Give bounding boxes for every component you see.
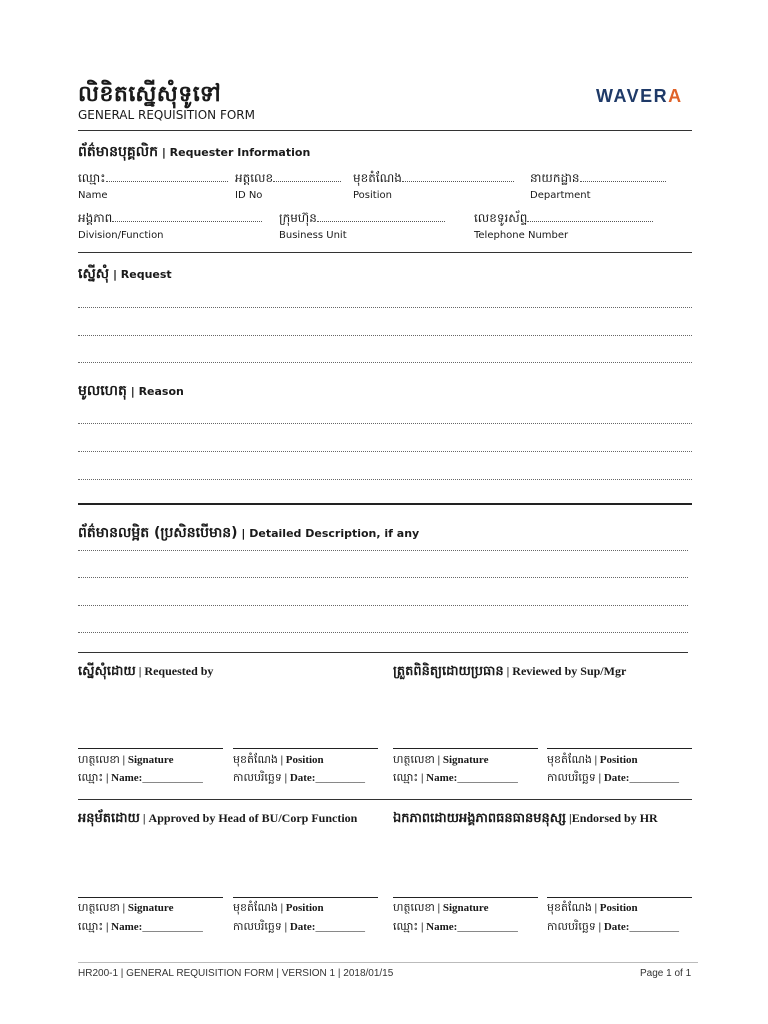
requested-date-label-kh: កាលបរិច្ឆេទ <box>233 771 282 784</box>
approved-position-label <box>233 901 324 917</box>
endorsed-name-label-en: | Name: <box>421 921 458 933</box>
reviewed-by-kh: ត្រួតពិនិត្យដោយប្រធាន <box>393 664 504 679</box>
requested-signature-label-kh: ហត្ថលេខា <box>78 753 120 766</box>
division-field-label-kh: អង្គភាព <box>78 211 113 225</box>
business-unit-field-label-kh: ក្រុមហ៊ុន <box>279 211 317 225</box>
requested-position-label <box>233 753 324 769</box>
approved-name-field[interactable] <box>78 920 203 936</box>
reviewed-signature-line[interactable] <box>393 748 538 749</box>
telephone-field[interactable] <box>474 210 653 228</box>
requested-name-label-en: | Name: <box>106 772 143 784</box>
reason-section-heading <box>78 381 184 402</box>
division-field-line[interactable] <box>112 211 262 222</box>
footer-page-number: Page 1 of 1 <box>640 968 692 979</box>
endorsed-date-label-en: | Date: <box>598 921 630 933</box>
id-no-field[interactable] <box>235 170 341 188</box>
reviewed-signature-label-en: | Signature <box>437 754 489 766</box>
position-field-line[interactable] <box>402 171 514 182</box>
detail-section-heading <box>78 523 419 544</box>
reviewed-name-field[interactable] <box>393 771 518 787</box>
detail-line-3[interactable] <box>78 605 688 606</box>
endorsed-by-kh: ឯកភាពដោយអង្គភាពធនធានមនុស្ស <box>393 811 567 826</box>
reviewed-date-field[interactable] <box>547 771 679 787</box>
id-no-field-label-en: ID No <box>235 190 263 201</box>
approved-date-field[interactable] <box>233 920 365 936</box>
requested-signature-label <box>78 753 173 769</box>
reviewed-signature-label-kh: ហត្ថលេខា <box>393 753 435 766</box>
telephone-field-line[interactable] <box>527 211 653 222</box>
requester-heading-en: | Requester Information <box>161 146 311 159</box>
requested-name-field[interactable] <box>78 771 203 787</box>
approved-signature-label-en: | Signature <box>122 902 174 914</box>
requested-position-label-kh: មុខតំណែង <box>233 753 278 766</box>
endorsed-position-label-kh: មុខតំណែង <box>547 901 592 914</box>
requested-signature-label-en: | Signature <box>122 754 174 766</box>
footer-divider <box>78 962 698 963</box>
signature-divider <box>78 799 692 800</box>
form-title-english: GENERAL REQUISITION FORM <box>78 108 255 122</box>
request-line-3[interactable] <box>78 362 692 363</box>
reviewed-date-label-en: | Date: <box>598 772 630 784</box>
logo-accent: A <box>668 86 683 106</box>
endorsed-date-field[interactable] <box>547 920 679 936</box>
business-unit-field[interactable] <box>279 210 445 228</box>
endorsed-position-line[interactable] <box>547 897 692 898</box>
position-field-label-en: Position <box>353 190 392 201</box>
requested-name-label-kh: ឈ្មោះ <box>78 771 104 784</box>
approved-by-heading <box>78 810 357 829</box>
reviewed-position-label-en: | Position <box>594 754 638 766</box>
approved-date-label-kh: កាលបរិច្ឆេទ <box>233 920 282 933</box>
requested-date-field[interactable] <box>233 771 365 787</box>
request-line-2[interactable] <box>78 335 692 336</box>
approved-position-label-en: | Position <box>280 902 324 914</box>
department-field-label-kh: នាយកដ្ឋាន <box>530 171 580 185</box>
endorsed-name-field[interactable] <box>393 920 518 936</box>
requested-by-en: | Requested by <box>138 664 214 678</box>
requested-date-label-en: | Date: <box>284 772 316 784</box>
approved-signature-label-kh: ហត្ថលេខា <box>78 901 120 914</box>
approved-position-label-kh: មុខតំណែង <box>233 901 278 914</box>
name-field-label-en: Name <box>78 190 108 201</box>
requested-position-label-en: | Position <box>280 754 324 766</box>
reviewed-by-heading <box>393 663 626 682</box>
position-field[interactable] <box>353 170 514 188</box>
reviewed-position-label-kh: មុខតំណែង <box>547 753 592 766</box>
approved-name-label-en: | Name: <box>106 921 143 933</box>
endorsed-position-label-en: | Position <box>594 902 638 914</box>
reviewed-date-blank[interactable]: _________ <box>629 772 679 784</box>
requester-heading-kh: ព័ត៌មានបុគ្គលិក <box>78 144 158 160</box>
requester-section-heading <box>78 142 310 163</box>
approved-signature-label <box>78 901 173 917</box>
requester-divider <box>78 252 692 253</box>
reviewed-name-label-kh: ឈ្មោះ <box>393 771 419 784</box>
endorsed-position-label <box>547 901 638 917</box>
detail-line-2[interactable] <box>78 577 688 578</box>
reason-line-3[interactable] <box>78 479 692 480</box>
requested-signature-line[interactable] <box>78 748 223 749</box>
approved-by-en: | Approved by Head of BU/Corp Function <box>142 811 358 825</box>
reviewed-position-line[interactable] <box>547 748 692 749</box>
endorsed-signature-label-en: | Signature <box>437 902 489 914</box>
business-unit-field-label-en: Business Unit <box>279 230 347 241</box>
endorsed-name-label-kh: ឈ្មោះ <box>393 920 419 933</box>
reviewed-name-label-en: | Name: <box>421 772 458 784</box>
request-heading-kh: ស្នើសុំ <box>78 266 110 282</box>
position-field-label-kh: មុខតំណែង <box>353 171 402 185</box>
header-divider <box>78 130 692 131</box>
endorsed-by-en: |Endorsed by HR <box>569 811 658 825</box>
section-divider <box>78 503 692 505</box>
reason-line-1[interactable] <box>78 423 692 424</box>
department-field-label-en: Department <box>530 190 591 201</box>
endorsed-signature-line[interactable] <box>393 897 538 898</box>
requested-name-blank[interactable]: ___________ <box>142 772 203 784</box>
logo-text: WAVER <box>596 86 669 106</box>
endorsed-date-label-kh: កាលបរិច្ឆេទ <box>547 920 596 933</box>
request-heading-en: | Request <box>112 268 172 281</box>
approved-date-label-en: | Date: <box>284 921 316 933</box>
endorsed-signature-label-kh: ហត្ថលេខា <box>393 901 435 914</box>
endorsed-name-blank[interactable]: ___________ <box>457 921 518 933</box>
detail-line-1[interactable] <box>78 550 688 551</box>
approved-name-label-kh: ឈ្មោះ <box>78 920 104 933</box>
name-field[interactable] <box>78 170 228 188</box>
division-field-label-en: Division/Function <box>78 230 164 241</box>
endorsed-by-heading <box>393 810 658 829</box>
id-no-field-line[interactable] <box>273 171 341 182</box>
telephone-field-label-en: Telephone Number <box>474 230 569 241</box>
telephone-field-label-kh: លេខទូរស័ព្ទ <box>474 211 528 225</box>
reviewed-date-label-kh: កាលបរិច្ឆេទ <box>547 771 596 784</box>
reason-line-2[interactable] <box>78 451 692 452</box>
requested-position-line[interactable] <box>233 748 378 749</box>
reason-heading-en: | Reason <box>130 385 184 398</box>
department-field[interactable] <box>530 170 666 188</box>
approved-position-line[interactable] <box>233 897 378 898</box>
name-field-line[interactable] <box>106 171 228 182</box>
name-field-label-kh: ឈ្មោះ <box>78 171 106 185</box>
request-line-1[interactable] <box>78 307 692 308</box>
reviewed-name-blank[interactable]: ___________ <box>457 772 518 784</box>
requested-by-heading <box>78 663 213 682</box>
approved-signature-line[interactable] <box>78 897 223 898</box>
detail-heading-en: | Detailed Description, if any <box>241 527 420 540</box>
reviewed-position-label <box>547 753 638 769</box>
company-logo <box>596 86 683 107</box>
request-section-heading <box>78 264 172 285</box>
requested-date-blank[interactable]: _________ <box>315 772 365 784</box>
approved-date-blank[interactable]: _________ <box>315 921 365 933</box>
reviewed-by-en: | Reviewed by Sup/Mgr <box>506 664 627 678</box>
requested-by-kh: ស្នើសុំដោយ <box>78 664 136 679</box>
form-title-khmer: លិខិតស្នើសុំទូទៅ <box>78 82 222 107</box>
division-field[interactable] <box>78 210 262 228</box>
detail-heading-kh: ព័ត៌មានលម្អិត (ប្រសិនបើមាន) <box>78 525 238 541</box>
endorsed-date-blank[interactable]: _________ <box>629 921 679 933</box>
detail-line-4[interactable] <box>78 632 688 633</box>
reason-heading-kh: មូលហេតុ <box>78 383 127 399</box>
business-unit-field-line[interactable] <box>317 211 445 222</box>
approved-by-kh: អនុម័តដោយ <box>78 811 140 826</box>
detail-divider <box>78 652 688 653</box>
footer-doc-reference: HR200-1 | GENERAL REQUISITION FORM | VERSION 1 | 2018/01/15 <box>78 968 394 979</box>
reviewed-signature-label <box>393 753 488 769</box>
id-no-field-label-kh: អត្តលេខ <box>235 171 274 185</box>
approved-name-blank[interactable]: ___________ <box>142 921 203 933</box>
department-field-line[interactable] <box>580 171 666 182</box>
endorsed-signature-label <box>393 901 488 917</box>
